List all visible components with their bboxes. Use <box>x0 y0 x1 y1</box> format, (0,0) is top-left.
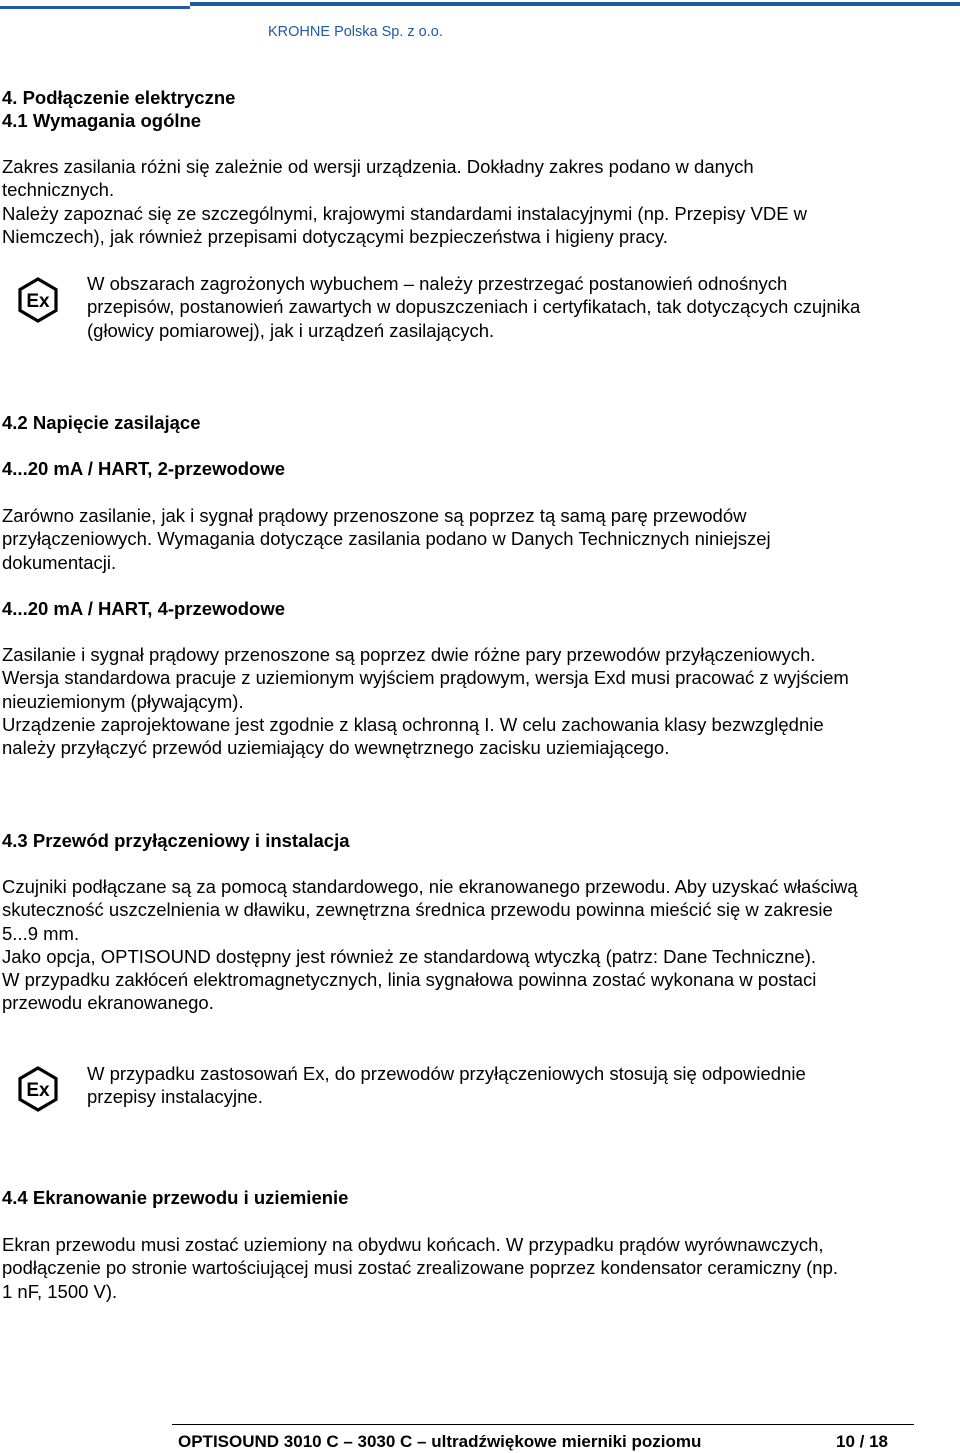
section-title-4-4: 4.4 Ekranowanie przewodu i uziemienie <box>2 1187 349 1208</box>
svg-text:Ex: Ex <box>26 291 50 312</box>
footer-rule <box>172 1424 914 1425</box>
section-title-4-2: 4.2 Napięcie zasilające <box>2 412 201 433</box>
paragraph-shielding <box>2 1233 947 1303</box>
text-line: Urządzenie zaprojektowane jest zgodnie z klasą ochronną I. W celu zachowania klasy bezwzględnie <box>2 713 824 735</box>
header-rule-left <box>0 6 190 9</box>
ex-hexagon-icon <box>15 277 61 323</box>
ex-note-hazardous-areas <box>87 272 947 342</box>
text-line: Ekran przewodu musi zostać uziemiony na obydwu końcach. W przypadku prądów wyrównawczych, <box>2 1234 824 1255</box>
text-line: 1 nF, 1500 V). <box>2 1280 118 1302</box>
subsection-title-2-wire: 4...20 mA / HART, 2-przewodowe <box>2 458 286 479</box>
text-line: W obszarach zagrożonych wybuchem – należy przestrzegać postanowień odnośnych <box>87 273 788 294</box>
text-line: Zasilanie i sygnał prądowy przenoszone są poprzez dwie różne pary przewodów przyłączeniowych. <box>2 644 816 665</box>
text-line: Zakres zasilania różni się zależnie od wersji urządzenia. Dokładny zakres podano w danych <box>2 156 754 177</box>
paragraph-2-wire <box>2 504 947 574</box>
text-line: należy przyłączyć przewód uziemiający do wewnętrznego zacisku uziemiającego. <box>2 737 670 759</box>
paragraph-4-wire <box>2 643 947 759</box>
text-line: Jako opcja, OPTISOUND dostępny jest również ze standardową wtyczką (patrz: Dane Techniczne). <box>2 945 817 967</box>
text-line: Wersja standardowa pracuje z uziemionym wyjściem prądowym, wersja Exd musi pracować z wyjściem <box>2 667 849 689</box>
text-line: skuteczność uszczelnienia w dławiku, zewnętrzna średnica przewodu powinna mieścić się w zakresie <box>2 899 833 921</box>
text-line: technicznych. <box>2 179 115 201</box>
page-number: 10 / 18 <box>836 1432 888 1451</box>
text-line: przepisy instalacyjne. <box>87 1086 263 1108</box>
paragraph-supply-range <box>2 155 947 248</box>
text-line: nieuziemionym (pływającym). <box>2 690 244 712</box>
text-line: W przypadku zastosowań Ex, do przewodów przyłączeniowych stosują się odpowiednie <box>87 1063 806 1084</box>
ex-hexagon-icon <box>15 1066 61 1112</box>
text-line: 5...9 mm. <box>2 922 80 944</box>
text-line: przepisów, postanowień zawartych w dopuszczeniach i certyfikatach, tak dotyczących czujnika <box>87 296 861 318</box>
text-line: Czujniki podłączane są za pomocą standardowego, nie ekranowanego przewodu. Aby uzyskać właściwą <box>2 876 858 897</box>
text-line: dokumentacji. <box>2 551 117 573</box>
header-company: KROHNE Polska Sp. z o.o. <box>268 24 443 40</box>
paragraph-cable-installation <box>2 875 947 1015</box>
text-line: przewodu ekranowanego. <box>2 992 214 1014</box>
text-line: W przypadku zakłóceń elektromagnetycznych, linia sygnałowa powinna zostać wykonana w postaci <box>2 969 817 991</box>
svg-text:Ex: Ex <box>26 1080 50 1101</box>
text-line: (głowicy pomiarowej), jak i urządzeń zasilających. <box>87 319 495 341</box>
text-line: podłączenie po stronie wartościującej musi zostać zrealizowane poprzez kondensator ceramiczny (np. <box>2 1257 838 1279</box>
section-title-4-3: 4.3 Przewód przyłączeniowy i instalacja <box>2 830 350 851</box>
text-line: Niemczech), jak również przepisami dotyczącymi bezpieczeństwa i higieny pracy. <box>2 225 668 247</box>
text-line: przyłączeniowych. Wymagania dotyczące zasilania podano w Danych Technicznych niniejszej <box>2 528 771 550</box>
text-line: Zarówno zasilanie, jak i sygnał prądowy przenoszone są poprzez tą samą parę przewodów <box>2 505 747 526</box>
ex-note-installation-rules <box>87 1062 947 1109</box>
footer-title: OPTISOUND 3010 C – 3030 C – ultradźwiękowe mierniki poziomu <box>178 1432 702 1451</box>
section-title-4: 4. Podłączenie elektryczne <box>2 87 236 108</box>
text-line: Należy zapoznać się ze szczególnymi, krajowymi standardami instalacyjnymi (np. Przepisy VDE w <box>2 202 808 224</box>
subsection-title-4-wire: 4...20 mA / HART, 4-przewodowe <box>2 598 286 619</box>
header-rule-right <box>190 2 960 6</box>
section-title-4-1: 4.1 Wymagania ogólne <box>2 110 202 131</box>
